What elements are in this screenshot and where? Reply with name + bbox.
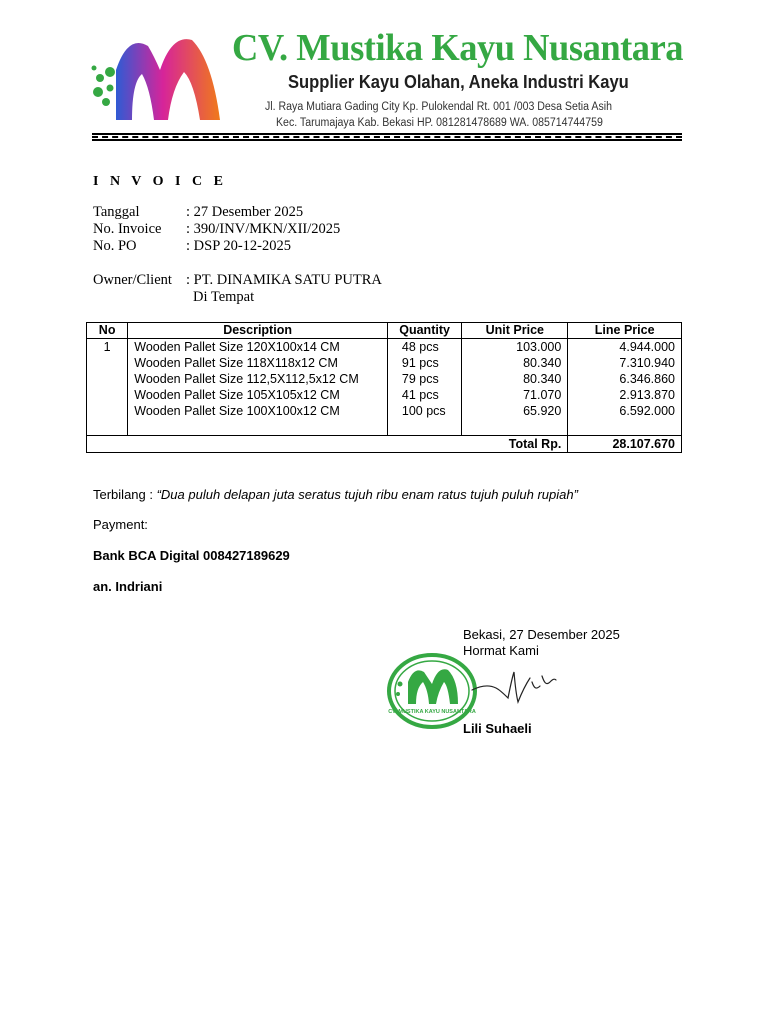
bank-account: Bank BCA Digital 008427189629	[93, 548, 290, 563]
company-stamp-icon	[386, 652, 478, 730]
date-value: : 27 Desember 2025	[186, 204, 304, 220]
row-number-text: 1	[103, 340, 111, 354]
row-number	[87, 339, 128, 436]
item-unit-price: 80.340	[523, 356, 562, 370]
quantity-cell	[387, 339, 461, 436]
letterhead-divider-top	[92, 133, 682, 135]
client-label: Owner/Client	[93, 272, 172, 288]
account-holder: an. Indriani	[93, 579, 163, 594]
invoice-items-table	[86, 322, 682, 453]
invoice-title: I N V O I C E	[93, 174, 227, 189]
table-row	[87, 339, 682, 436]
total-value: 28.107.670	[568, 436, 682, 453]
item-unit-price: 71.070	[523, 388, 562, 402]
company-tagline: Supplier Kayu Olahan, Aneka Industri Kayu	[288, 72, 629, 92]
date-label: Tanggal	[93, 204, 140, 220]
po-value: : DSP 20-12-2025	[186, 238, 291, 254]
col-header-line-price: Line Price	[568, 323, 682, 339]
po-label: No. PO	[93, 238, 137, 254]
item-quantity: 100 pcs	[401, 404, 446, 418]
item-line-price: 6.592.000	[619, 404, 675, 418]
arch-m-logo-icon	[88, 30, 228, 125]
invoice-number-value: : 390/INV/MKN/XII/2025	[186, 221, 341, 237]
terbilang-label: Terbilang :	[93, 487, 157, 502]
col-header-no: No	[87, 323, 128, 339]
item-line-price: 4.944.000	[619, 340, 675, 354]
item-description: Wooden Pallet Size 100X100x12 CM	[134, 404, 340, 418]
client-value: : PT. DINAMIKA SATU PUTRA	[186, 272, 382, 288]
signer-name: Lili Suhaeli	[463, 721, 532, 736]
item-quantity: 41 pcs	[401, 388, 439, 402]
payment-label: Payment:	[93, 517, 148, 532]
item-unit-price: 65.920	[523, 404, 562, 418]
description-cell	[128, 339, 388, 436]
place-date: Bekasi, 27 Desember 2025	[463, 627, 620, 642]
company-address-line1: Jl. Raya Mutiara Gading City Kp. Pulokendal Rt. 001 /003 Desa Setia Asih	[265, 101, 612, 113]
total-label: Total Rp.	[87, 436, 568, 453]
terbilang-line	[93, 487, 578, 502]
col-header-description: Description	[128, 323, 388, 339]
item-quantity: 91 pcs	[401, 356, 439, 370]
terbilang-value: “Dua puluh delapan juta seratus tujuh ribu enam ratus tujuh puluh rupiah”	[156, 487, 578, 502]
table-header-row	[87, 323, 682, 339]
item-quantity: 48 pcs	[401, 340, 439, 354]
invoice-number-label: No. Invoice	[93, 221, 162, 237]
closing-greeting: Hormat Kami	[463, 643, 539, 658]
item-description: Wooden Pallet Size 112,5X112,5x12 CM	[134, 372, 359, 386]
table-total-row	[87, 436, 682, 453]
company-address-line2: Kec. Tarumajaya Kab. Bekasi HP. 081281478689 WA. 085714744759	[276, 117, 603, 129]
item-quantity: 79 pcs	[401, 372, 439, 386]
item-line-price: 6.346.860	[619, 372, 675, 386]
client-note: Di Tempat	[193, 289, 255, 305]
letterhead-divider-dashed	[92, 136, 682, 138]
stamp-text: CV. MUSTIKA KAYU NUSANTARA	[388, 709, 476, 715]
item-description: Wooden Pallet Size 120X100x14 CM	[134, 340, 340, 354]
company-name: CV. Mustika Kayu Nusantara	[232, 27, 684, 69]
item-unit-price: 80.340	[523, 372, 562, 386]
item-unit-price: 103.000	[516, 340, 562, 354]
signature-icon	[470, 668, 560, 708]
letterhead-divider-bottom	[92, 139, 682, 141]
unit-price-cell	[462, 339, 568, 436]
line-price-cell	[568, 339, 682, 436]
col-header-quantity: Quantity	[387, 323, 461, 339]
item-line-price: 2.913.870	[619, 388, 675, 402]
col-header-unit-price: Unit Price	[462, 323, 568, 339]
item-line-price: 7.310.940	[619, 356, 675, 370]
item-description: Wooden Pallet Size 118X118x12 CM	[134, 356, 338, 370]
item-description: Wooden Pallet Size 105X105x12 CM	[134, 388, 340, 402]
